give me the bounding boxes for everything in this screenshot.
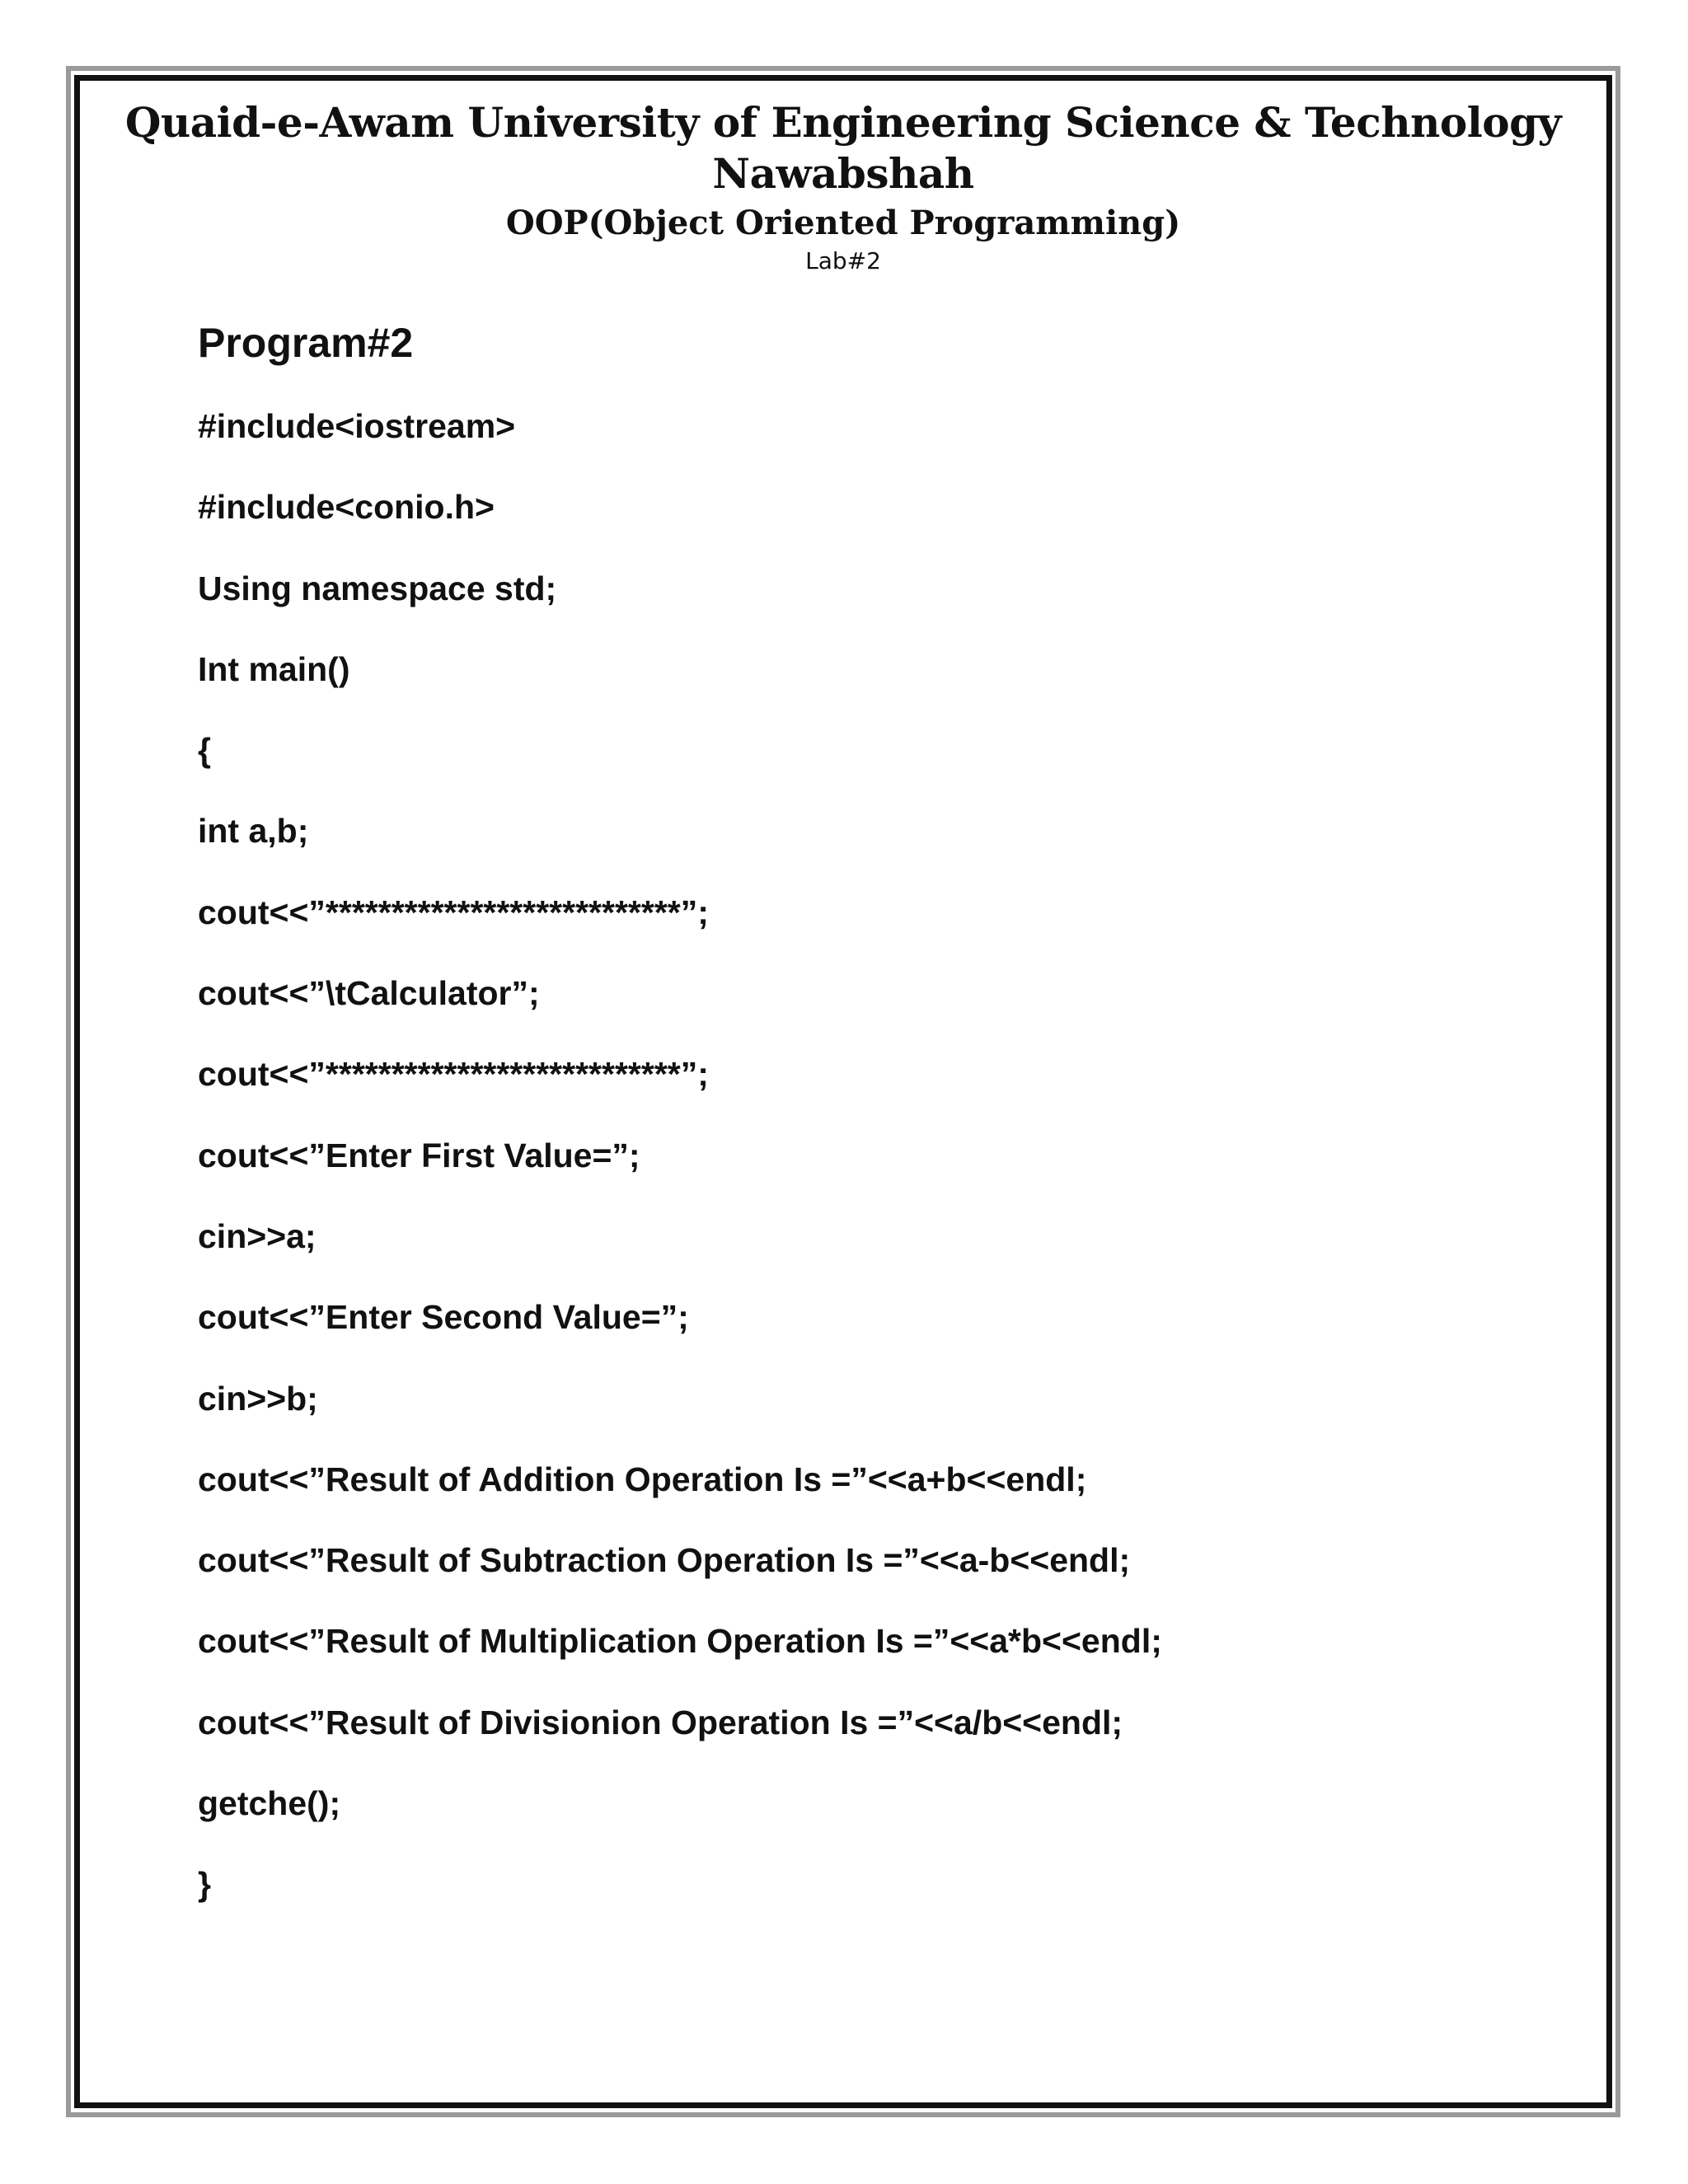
- university-name: Quaid-e-Awam University of Engineering Science & Technology: [124, 98, 1562, 147]
- document-header: [82, 97, 1604, 277]
- code-line: Int main(): [198, 649, 350, 688]
- lab-number: Lab#2: [805, 247, 881, 274]
- university-city: Nawabshah: [712, 149, 974, 198]
- code-line: cout<<”***************************”;: [198, 1055, 709, 1094]
- code-line: cout<<”Enter First Value=”;: [198, 1136, 640, 1174]
- code-line: cout<<”Result of Divisionion Operation Is =”<<a/b<<endl;: [198, 1703, 1123, 1741]
- code-line: Using namespace std;: [198, 569, 557, 607]
- course-title: OOP(Object Oriented Programming): [505, 204, 1181, 242]
- code-line: cout<<”***************************”;: [198, 893, 709, 931]
- code-line: cout<<”Result of Subtraction Operation Is =”<<a-b<<endl;: [198, 1541, 1131, 1580]
- code-line: cout<<”Result of Multiplication Operation Is =”<<a*b<<endl;: [198, 1622, 1162, 1661]
- code-line: #include<iostream>: [198, 407, 516, 445]
- code-line: getche();: [198, 1784, 341, 1823]
- code-line: cin>>a;: [198, 1216, 316, 1255]
- code-listing: [198, 404, 1582, 1943]
- program-title: Program#2: [198, 320, 414, 366]
- code-line: }: [198, 1865, 211, 1904]
- code-line: #include<conio.h>: [198, 488, 495, 527]
- code-line: int a,b;: [198, 812, 309, 851]
- code-line: cout<<”\tCalculator”;: [198, 974, 540, 1013]
- code-line: cout<<”Result of Addition Operation Is =”<<a+b<<endl;: [198, 1460, 1087, 1498]
- code-line: {: [198, 731, 211, 770]
- code-line: cout<<”Enter Second Value=”;: [198, 1298, 689, 1337]
- code-line: cin>>b;: [198, 1379, 318, 1418]
